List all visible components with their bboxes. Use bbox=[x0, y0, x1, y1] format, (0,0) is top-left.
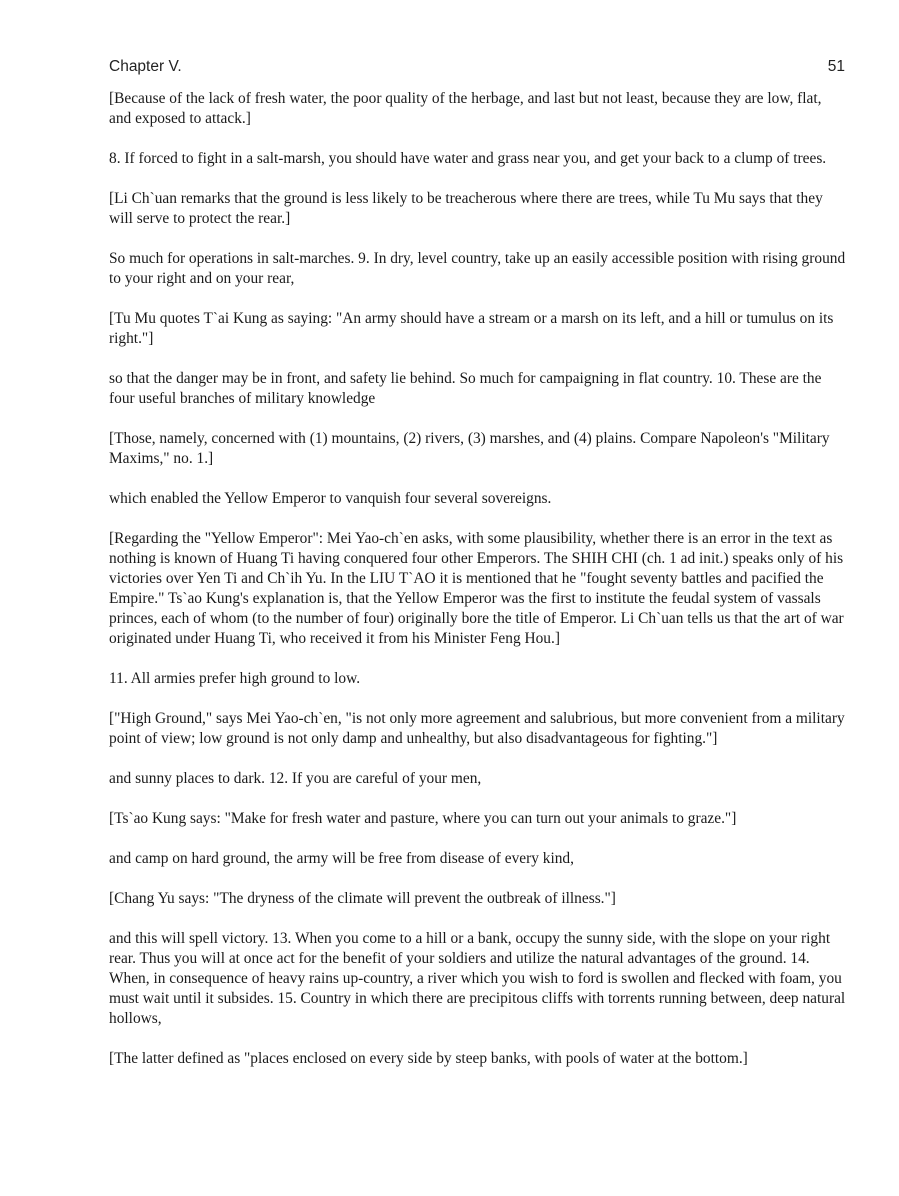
paragraph: and sunny places to dark. 12. If you are careful of your men, bbox=[109, 770, 482, 787]
paragraph: So much for operations in salt-marches. 9. In dry, level country, take up an easily accessible position with rising ground to your right and on your rear, bbox=[109, 250, 846, 287]
chapter-title: Chapter V. bbox=[109, 58, 182, 75]
paragraph: which enabled the Yellow Emperor to vanquish four several sovereigns. bbox=[109, 490, 552, 507]
paragraph: [Because of the lack of fresh water, the poor quality of the herbage, and last but not least, because they are low, flat, and exposed to attack.] bbox=[109, 90, 822, 127]
paragraph: [The latter defined as "places enclosed on every side by steep banks, with pools of water at the bottom.] bbox=[109, 1050, 748, 1067]
paragraph: ["High Ground," says Mei Yao-ch`en, "is not only more agreement and salubrious, but more convenient from a military point of view; low ground is not only damp and unhealthy, but also disadvantageous for fighting."] bbox=[109, 710, 845, 747]
paragraph: [Ts`ao Kung says: "Make for fresh water and pasture, where you can turn out your animals to graze."] bbox=[109, 810, 737, 827]
paragraph: and this will spell victory. 13. When you come to a hill or a bank, occupy the sunny side, with the slope on your right rear. Thus you will at once act for the benefit of your soldiers and utilize the natural advantages of the ground. 14. When, in consequence of heavy rains up-country, a river which you wish to ford is swollen and flecked with foam, you must wait until it subsides. 15. Country in which there are precipitous cliffs with torrents running between, deep natural hollows, bbox=[109, 930, 846, 1027]
page-body bbox=[109, 89, 847, 1089]
paragraph: [Tu Mu quotes T`ai Kung as saying: "An army should have a stream or a marsh on its left, and a hill or tumulus on its right."] bbox=[109, 310, 834, 347]
page-header bbox=[109, 56, 845, 78]
paragraph: 11. All armies prefer high ground to low. bbox=[109, 670, 361, 687]
page-number: 51 bbox=[827, 58, 845, 75]
paragraph: [Li Ch`uan remarks that the ground is less likely to be treacherous where there are trees, while Tu Mu says that they will serve to protect the rear.] bbox=[109, 190, 823, 227]
paragraph: so that the danger may be in front, and safety lie behind. So much for campaigning in flat country. 10. These are the four useful branches of military knowledge bbox=[109, 370, 822, 407]
paragraph: 8. If forced to fight in a salt-marsh, you should have water and grass near you, and get your back to a clump of trees. bbox=[109, 150, 827, 167]
paragraph: [Those, namely, concerned with (1) mountains, (2) rivers, (3) marshes, and (4) plains. Compare Napoleon's "Military Maxims," no. 1.] bbox=[109, 430, 830, 467]
paragraph: and camp on hard ground, the army will be free from disease of every kind, bbox=[109, 850, 574, 867]
paragraph: [Regarding the "Yellow Emperor": Mei Yao-ch`en asks, with some plausibility, whether there is an error in the text as nothing is known of Huang Ti having conquered four other Emperors. The SHIH CHI (ch. 1 ad init.) speaks only of his victories over Yen Ti and Ch`ih Yu. In the LIU T`AO it is mentioned that he "fought seventy battles and pacified the Empire." Ts`ao Kung's explanation is, that the Yellow Emperor was the first to institute the feudal system of vassals princes, each of whom (to the number of four) originally bore the title of Emperor. Li Ch`uan tells us that the art of war originated under Huang Ti, who received it from his Minister Feng Hou.] bbox=[109, 530, 844, 647]
paragraph: [Chang Yu says: "The dryness of the climate will prevent the outbreak of illness."] bbox=[109, 890, 616, 907]
